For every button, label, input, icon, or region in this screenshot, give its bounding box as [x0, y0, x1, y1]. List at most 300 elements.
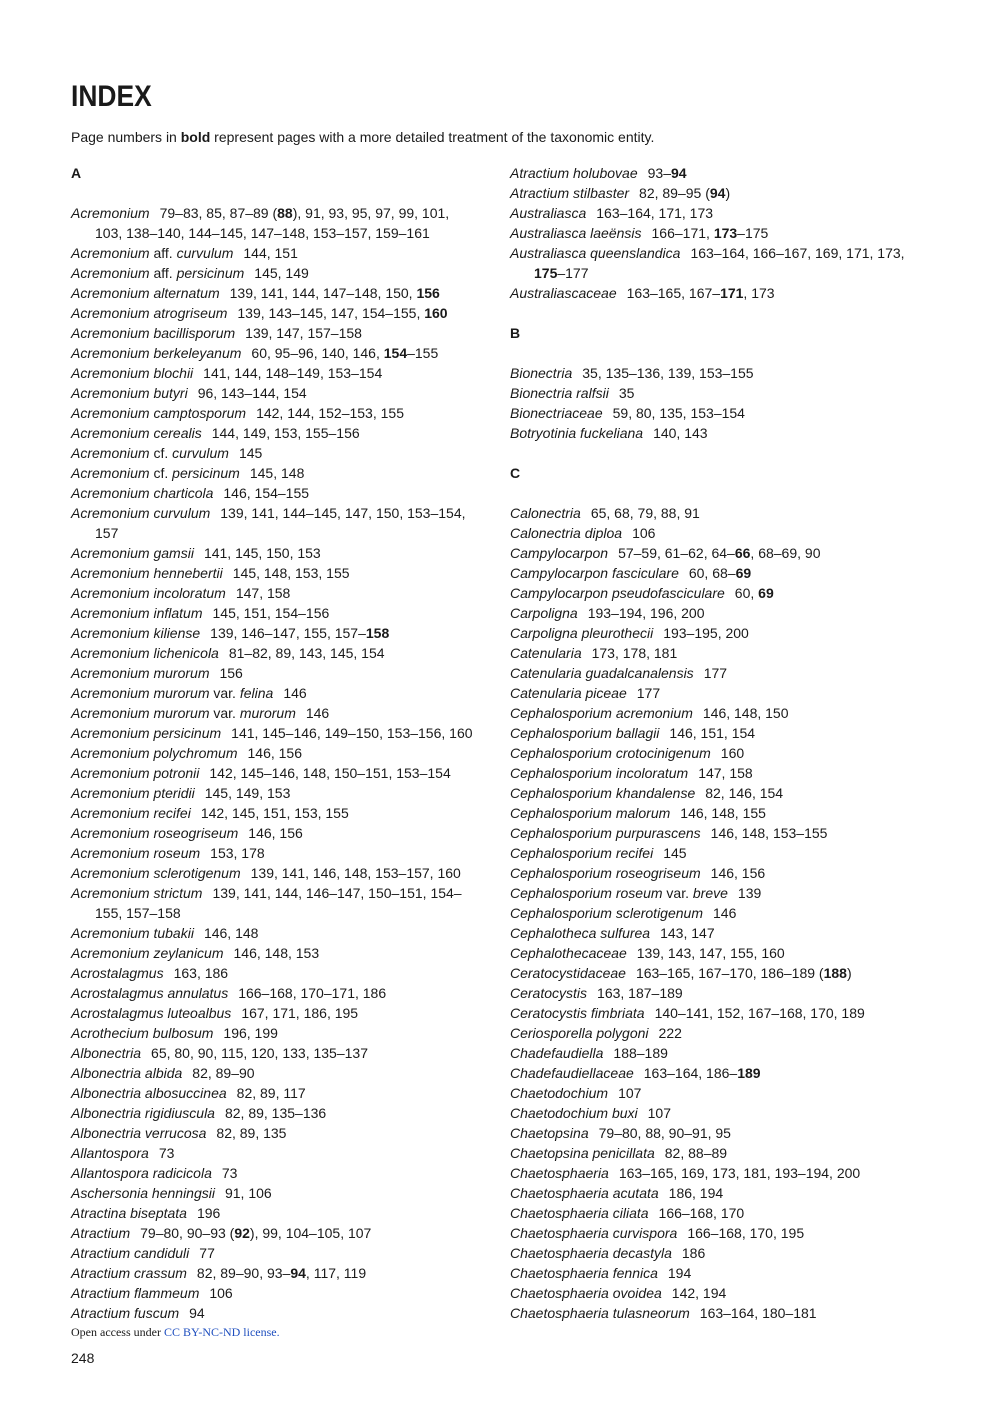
entry-pages: 144, 151 [243, 245, 298, 261]
entry-pages: 186 [681, 1245, 706, 1261]
entry-term: Catenularia guadalcanalensis [510, 665, 694, 681]
entry-pages: 106 [632, 525, 656, 541]
entry-pages: 156 [219, 665, 243, 681]
entry-term-qualifier: curvulum [176, 245, 234, 261]
index-entry [510, 563, 916, 583]
entry-term: Carpoligna pleurothecii [510, 625, 654, 641]
page-number: 248 [71, 1350, 95, 1366]
index-entry [510, 923, 916, 943]
entry-term: Atractium crassum [71, 1265, 187, 1281]
entry-pages: 142, 144, 152–153, 155 [256, 405, 404, 421]
entry-term: Cephalosporium acremonium [510, 705, 693, 721]
entry-pages: 196 [196, 1205, 221, 1221]
entry-term: Acrostalagmus annulatus [71, 985, 229, 1001]
entry-term: Acremonium [71, 465, 150, 481]
entry-pages: 146, 148, 150 [702, 705, 789, 721]
section-spacer [510, 443, 916, 463]
entry-term: Albonectria rigidiuscula [71, 1105, 215, 1121]
entry-pages: 193–195, 200 [663, 625, 749, 641]
entry-term: Catenularia piceae [510, 685, 627, 701]
entry-pages: 139, 143–145, 147, 154–155, 160 [237, 305, 448, 321]
entry-pages: 79–80, 88, 90–91, 95 [598, 1125, 731, 1141]
index-entry [71, 203, 477, 243]
entry-term: Acremonium charticola [71, 485, 214, 501]
index-entry [510, 803, 916, 823]
index-entry [510, 623, 916, 643]
entry-term: Acremonium [71, 445, 150, 461]
index-entry [71, 303, 477, 323]
entry-term: Acremonium murorum [71, 685, 210, 701]
entry-pages: 177 [703, 665, 728, 681]
index-entry [510, 383, 916, 403]
entry-term: Acremonium hennebertii [71, 565, 223, 581]
index-entry [510, 503, 916, 523]
index-entry [71, 1063, 477, 1083]
entry-term: Acremonium camptosporum [71, 405, 247, 421]
entry-pages: 139, 141, 144, 147–148, 150, 156 [229, 285, 440, 301]
entry-pages: 35, 135–136, 139, 153–155 [582, 365, 754, 381]
index-entry [71, 1083, 477, 1103]
entry-term: Acremonium persicinum [71, 725, 222, 741]
entry-pages: 94 [189, 1305, 205, 1321]
entry-term: Atractina biseptata [71, 1205, 187, 1221]
index-entry: Acremonium aff. persicinum 145, 149 [71, 265, 309, 281]
index-entry [71, 1263, 477, 1283]
entry-term: Albonectria verrucosa [71, 1125, 207, 1141]
entry-pages: 82, 89–95 (94) [639, 185, 731, 201]
entry-term: Ceratocystis [510, 985, 588, 1001]
entry-term: Acremonium recifei [71, 805, 191, 821]
entry-term: Acremonium curvulum [71, 505, 211, 521]
entry-pages: 193–194, 196, 200 [587, 605, 705, 621]
index-entry: Acremonium cf. curvulum 145 [71, 445, 263, 461]
entry-term: Acremonium incoloratum [71, 585, 226, 601]
entry-term: Chaetopsina penicillata [510, 1145, 655, 1161]
entry-pages: 146, 156 [248, 825, 303, 841]
entry-pages: 139, 147, 157–158 [245, 325, 362, 341]
index-entry [510, 1263, 916, 1283]
index-entry [71, 323, 477, 343]
index-entry [510, 423, 916, 443]
entry-term: Atractium holubovae [510, 165, 638, 181]
entry-pages: 139, 141, 146, 148, 153–157, 160 [250, 865, 461, 881]
entry-term: Acremonium [71, 205, 150, 221]
entry-pages: 160 [720, 745, 745, 761]
footer-text: Open access under [71, 1325, 164, 1339]
index-entry: Acremonium murorum var. felina 146 [71, 685, 307, 701]
entry-term: Calonectria diploa [510, 525, 623, 541]
index-entry [510, 543, 916, 563]
entry-term: Acremonium potronii [71, 765, 200, 781]
index-entry [510, 763, 916, 783]
index-entry [71, 643, 477, 663]
entry-term: Calonectria [510, 505, 581, 521]
entry-term: Chaetosphaeria tulasneorum [510, 1305, 690, 1321]
entry-term: Cephalosporium roseum [510, 885, 663, 901]
index-entry [71, 543, 477, 563]
entry-term: Cephalotheca sulfurea [510, 925, 651, 941]
entry-term: Chaetosphaeria acutata [510, 1185, 659, 1201]
entry-pages: 142, 145, 151, 153, 155 [200, 805, 349, 821]
entry-term: Cephalosporium malorum [510, 805, 671, 821]
index-entry [71, 883, 477, 923]
entry-term: Albonectria albida [71, 1065, 183, 1081]
entry-pages: 163–165, 169, 173, 181, 193–194, 200 [618, 1165, 861, 1181]
entry-pages: 173, 178, 181 [591, 645, 678, 661]
index-entry [510, 823, 916, 843]
entry-pages: 140–141, 152, 167–168, 170, 189 [654, 1005, 865, 1021]
entry-term: Australiasca queenslandica [510, 245, 681, 261]
entry-pages: 196, 199 [223, 1025, 278, 1041]
index-entry [71, 1143, 477, 1163]
index-entry [510, 1163, 916, 1183]
index-column-right [510, 163, 916, 1323]
index-entry [71, 1203, 477, 1223]
index-entry [71, 1123, 477, 1143]
index-entry [510, 523, 916, 543]
entry-term-qualifier: persicinum [176, 265, 245, 281]
entry-pages: 139 [737, 885, 762, 901]
entry-term: Acremonium inflatum [71, 605, 203, 621]
index-entry [510, 643, 916, 663]
entry-pages: 141, 145–146, 149–150, 153–156, 160 [231, 725, 473, 741]
index-entry [71, 603, 477, 623]
entry-term: Acrostalagmus luteoalbus [71, 1005, 232, 1021]
entry-pages: 82, 89–90 [192, 1065, 255, 1081]
entry-pages: 146, 148, 153 [233, 945, 320, 961]
index-entry [510, 1303, 916, 1323]
entry-pages: 141, 144, 148–149, 153–154 [203, 365, 383, 381]
entry-pages: 79–83, 85, 87–89 (88), 91, 93, 95, 97, 99, 101, 103, 138–140, 144–145, 147–148, 153–157, 159–161 [95, 205, 450, 241]
index-entry: Cephalosporium roseum var. breve 139 [510, 885, 762, 901]
index-entry [71, 1023, 477, 1043]
index-entry [71, 1223, 477, 1243]
index-entry [71, 423, 477, 443]
index-entry [510, 403, 916, 423]
entry-term-qualifier: persicinum [172, 465, 240, 481]
entry-term: Cephalosporium ballagii [510, 725, 660, 741]
entry-term: Acremonium gamsii [71, 545, 194, 561]
index-entry [510, 843, 916, 863]
index-entry [71, 403, 477, 423]
index-entry [71, 1243, 477, 1263]
index-entry [71, 623, 477, 643]
entry-term: Acremonium murorum [71, 665, 210, 681]
entry-pages: 145, 149, 153 [204, 785, 291, 801]
index-entry [510, 283, 916, 303]
entry-pages: 163–164, 171, 173 [596, 205, 714, 221]
entry-pages: 140, 143 [653, 425, 708, 441]
index-entry [510, 583, 916, 603]
entry-pages: 145, 148 [249, 465, 305, 481]
entry-term: Cephalosporium sclerotigenum [510, 905, 703, 921]
entry-pages: 167, 171, 186, 195 [241, 1005, 359, 1021]
entry-pages: 139, 146–147, 155, 157–158 [210, 625, 390, 641]
index-entry [510, 1143, 916, 1163]
entry-term: Chaetosphaeria decastyla [510, 1245, 672, 1261]
index-entry [71, 963, 477, 983]
entry-pages: 139, 143, 147, 155, 160 [636, 945, 785, 961]
entry-term: Atractium [71, 1225, 131, 1241]
entry-pages: 163–164, 186–189 [643, 1065, 761, 1081]
index-entry [510, 1043, 916, 1063]
entry-term: Allantospora [71, 1145, 149, 1161]
index-column-left [71, 163, 477, 1323]
entry-term: Cephalothecaceae [510, 945, 627, 961]
entry-pages: 145, 148, 153, 155 [232, 565, 350, 581]
index-entry: Acremonium aff. curvulum 144, 151 [71, 245, 298, 261]
entry-pages: 82, 89, 135–136 [224, 1105, 327, 1121]
index-entry [71, 983, 477, 1003]
index-entry [510, 963, 916, 983]
index-entry [510, 903, 916, 923]
index-entry [510, 1003, 916, 1023]
entry-term: Acremonium butyri [71, 385, 188, 401]
index-entry [71, 803, 477, 823]
entry-pages: 153, 178 [210, 845, 265, 861]
entry-pages: 143, 147 [660, 925, 715, 941]
index-entry [510, 1103, 916, 1123]
index-entry [71, 763, 477, 783]
entry-term: Chadefaudiella [510, 1045, 604, 1061]
entry-pages: 82, 89–90, 93–94, 117, 119 [196, 1265, 367, 1281]
entry-pages: 163–165, 167–170, 186–189 (188) [635, 965, 852, 981]
entry-pages: 166–168, 170–171, 186 [238, 985, 387, 1001]
entry-term: Cephalosporium purpurascens [510, 825, 701, 841]
entry-pages: 60, 69 [734, 585, 774, 601]
entry-term: Ceriosporella polygoni [510, 1025, 649, 1041]
entry-term: Atractium stilbaster [510, 185, 630, 201]
page-title: INDEX [71, 80, 152, 113]
index-entry [71, 583, 477, 603]
index-entry [71, 1103, 477, 1123]
index-entry [510, 743, 916, 763]
index-entry [71, 923, 477, 943]
index-entry [510, 863, 916, 883]
entry-pages: 82, 89, 135 [216, 1125, 287, 1141]
index-entry [510, 783, 916, 803]
entry-term-qualifier: murorum [239, 705, 296, 721]
entry-pages: 146 [305, 705, 330, 721]
entry-term-qualifier: felina [239, 685, 274, 701]
index-entry [71, 663, 477, 683]
entry-term: Atractium candiduli [71, 1245, 190, 1261]
entry-term: Chaetodochium buxi [510, 1105, 638, 1121]
entry-pages: 73 [158, 1145, 175, 1161]
index-entry [510, 1203, 916, 1223]
index-entry [71, 483, 477, 503]
index-entry [71, 1303, 477, 1323]
index-entry [510, 1183, 916, 1203]
entry-term: Acremonium pteridii [71, 785, 195, 801]
entry-pages: 145 [238, 445, 263, 461]
entry-term: Carpoligna [510, 605, 578, 621]
entry-pages: 146, 148 [203, 925, 259, 941]
entry-pages: 163–164, 180–181 [699, 1305, 817, 1321]
entry-term: Albonectria albosuccinea [71, 1085, 227, 1101]
entry-term: Acremonium strictum [71, 885, 203, 901]
entry-pages: 146, 148, 153–155 [710, 825, 828, 841]
entry-term: Acremonium lichenicola [71, 645, 219, 661]
entry-term: Atractium flammeum [71, 1285, 200, 1301]
entry-term: Chaetodochium [510, 1085, 609, 1101]
entry-term: Acremonium tubakii [71, 925, 194, 941]
index-entry [71, 1043, 477, 1063]
index-entry [510, 1123, 916, 1143]
index-entry [71, 383, 477, 403]
section-letter: C [510, 465, 521, 481]
entry-term: Acremonium [71, 245, 150, 261]
entry-pages: 106 [209, 1285, 233, 1301]
index-entry [71, 943, 477, 963]
entry-term: Acremonium berkeleyanum [71, 345, 242, 361]
entry-pages: 79–80, 90–93 (92), 99, 104–105, 107 [140, 1225, 372, 1241]
index-entry [71, 1183, 477, 1203]
entry-pages: 186, 194 [668, 1185, 724, 1201]
index-entry [71, 823, 477, 843]
entry-pages: 147, 158 [235, 585, 291, 601]
index-entry [510, 1223, 916, 1243]
entry-term: Bionectria ralfsii [510, 385, 609, 401]
index-entry [71, 723, 477, 743]
entry-pages: 177 [636, 685, 661, 701]
entry-pages: 107 [618, 1085, 642, 1101]
entry-term: Chaetopsina [510, 1125, 589, 1141]
entry-pages: 96, 143–144, 154 [197, 385, 307, 401]
license-link[interactable]: CC BY-NC-ND license. [163, 1325, 280, 1339]
index-entry [510, 603, 916, 623]
entry-pages: 57–59, 61–62, 64–66, 68–69, 90 [618, 545, 821, 561]
index-entry [71, 743, 477, 763]
entry-term: Chaetosphaeria curvispora [510, 1225, 678, 1241]
entry-pages: 163–164, 166–167, 169, 171, 173, 175–177 [534, 245, 905, 281]
entry-term: Chadefaudiellaceae [510, 1065, 634, 1081]
entry-term: Campylocarpon pseudofasciculare [510, 585, 725, 601]
entry-term: Aschersonia henningsii [71, 1185, 215, 1201]
entry-term: Australiascaceae [510, 285, 617, 301]
entry-pages: 163, 186 [173, 965, 229, 981]
entry-pages: 144, 149, 153, 155–156 [211, 425, 360, 441]
entry-pages: 145, 149 [254, 265, 309, 281]
entry-term: Chaetosphaeria ovoidea [510, 1285, 662, 1301]
index-entry [71, 783, 477, 803]
entry-pages: 145 [663, 845, 687, 861]
entry-pages: 142, 145–146, 148, 150–151, 153–154 [209, 765, 451, 781]
entry-term: Ceratocystidaceae [510, 965, 626, 981]
entry-pages: 146, 156 [710, 865, 766, 881]
entry-pages: 139, 141, 144, 146–147, 150–151, 154–155, 157–158 [95, 885, 462, 921]
entry-term: Cephalosporium roseogriseum [510, 865, 701, 881]
entry-pages: 107 [647, 1105, 671, 1121]
entry-pages: 65, 80, 90, 115, 120, 133, 135–137 [151, 1045, 368, 1061]
index-entry [510, 1063, 916, 1083]
entry-term: Acremonium murorum [71, 705, 210, 721]
entry-pages: 163–165, 167–171, 173 [626, 285, 775, 301]
entry-pages: 60, 68–69 [688, 565, 752, 581]
license-footer [71, 1325, 280, 1340]
entry-term: Acrothecium bulbosum [71, 1025, 214, 1041]
index-entry [71, 863, 477, 883]
entry-term: Atractium fuscum [71, 1305, 180, 1321]
entry-pages: 146, 156 [247, 745, 302, 761]
entry-pages: 146 [713, 905, 737, 921]
entry-pages: 91, 106 [224, 1185, 272, 1201]
index-entry [510, 683, 916, 703]
entry-pages: 146, 154–155 [223, 485, 310, 501]
entry-pages: 81–82, 89, 143, 145, 154 [228, 645, 385, 661]
entry-term: Chaetosphaeria [510, 1165, 609, 1181]
index-entry [510, 163, 916, 183]
entry-pages: 166–168, 170 [658, 1205, 745, 1221]
entry-pages: 82, 89, 117 [236, 1085, 306, 1101]
entry-term: Cephalosporium khandalense [510, 785, 696, 801]
index-entry [510, 243, 916, 283]
entry-term: Australiasca laeënsis [510, 225, 642, 241]
entry-term: Chaetosphaeria ciliata [510, 1205, 649, 1221]
entry-pages: 35 [618, 385, 635, 401]
index-entry [510, 1023, 916, 1043]
section-letter: A [71, 165, 82, 181]
entry-pages: 163, 187–189 [597, 985, 683, 1001]
index-entry [510, 1243, 916, 1263]
entry-term: Allantospora radicicola [71, 1165, 212, 1181]
entry-term-qualifier: curvulum [172, 445, 229, 461]
entry-term: Acrostalagmus [71, 965, 164, 981]
section-letter: B [510, 325, 521, 341]
index-entry [71, 1283, 477, 1303]
entry-pages: 65, 68, 79, 88, 91 [590, 505, 700, 521]
entry-term: Acremonium roseum [71, 845, 201, 861]
entry-pages: 82, 146, 154 [705, 785, 784, 801]
index-entry: Acremonium cf. persicinum 145, 148 [71, 465, 305, 481]
index-entry [510, 943, 916, 963]
entry-term-qualifier: breve [692, 885, 728, 901]
index-entry [510, 703, 916, 723]
entry-term: Ceratocystis fimbriata [510, 1005, 645, 1021]
entry-term: Acremonium cerealis [71, 425, 202, 441]
entry-term: Chaetosphaeria fennica [510, 1265, 658, 1281]
index-intro: Page numbers in bold represent pages with a more detailed treatment of the taxonomic entity. [71, 129, 655, 145]
entry-term: Acremonium kiliense [71, 625, 201, 641]
entry-term: Acremonium atrogriseum [71, 305, 228, 321]
index-entry [71, 563, 477, 583]
entry-pages: 194 [667, 1265, 692, 1281]
entry-term: Bionectria [510, 365, 573, 381]
entry-pages: 82, 88–89 [664, 1145, 728, 1161]
entry-term: Campylocarpon fasciculare [510, 565, 679, 581]
index-entry [510, 723, 916, 743]
index-entry [71, 343, 477, 363]
entry-pages: 73 [221, 1165, 238, 1181]
entry-term: Campylocarpon [510, 545, 609, 561]
entry-term: Acremonium alternatum [71, 285, 220, 301]
section-spacer [510, 303, 916, 323]
entry-term: Botryotinia fuckeliana [510, 425, 644, 441]
index-entry: Acremonium murorum var. murorum 146 [71, 705, 330, 721]
entry-pages: 166–168, 170, 195 [687, 1225, 805, 1241]
index-entry [510, 1283, 916, 1303]
index-entry [510, 203, 916, 223]
index-entry [71, 503, 477, 543]
entry-pages: 146, 148, 155 [680, 805, 766, 821]
entry-term: Acremonium polychromum [71, 745, 238, 761]
entry-pages: 60, 95–96, 140, 146, 154–155 [251, 345, 439, 361]
entry-pages: 147, 158 [698, 765, 753, 781]
entry-term: Acremonium [71, 265, 150, 281]
entry-pages: 166–171, 173–175 [651, 225, 769, 241]
index-entry [71, 283, 477, 303]
index-entry [510, 363, 916, 383]
